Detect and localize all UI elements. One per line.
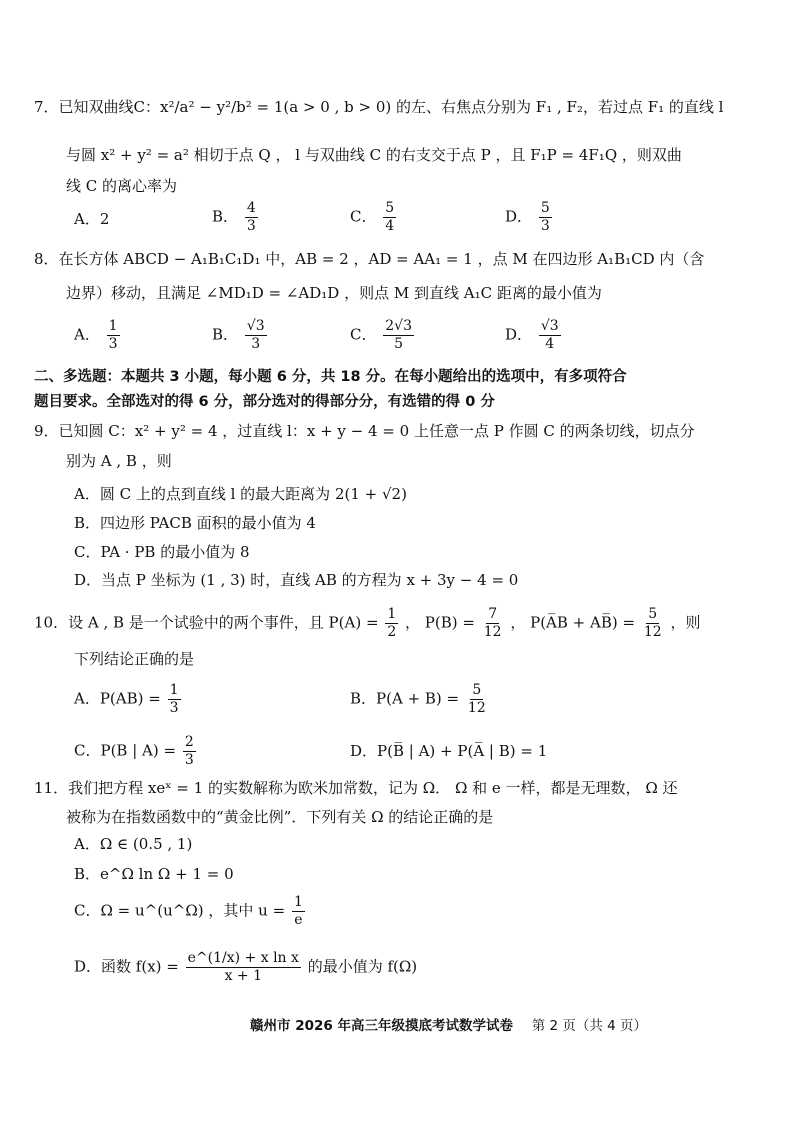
- q10-option-c-text: C．P(B | A) =: [74, 741, 177, 760]
- q10-pb-denominator: 12: [483, 624, 502, 640]
- q10-option-b-text: B．P(A + B) =: [350, 689, 460, 708]
- q10-option-b: [350, 682, 490, 717]
- footer-page-number: 第 2 页（共 4 页）: [531, 1018, 648, 1034]
- q10-stem-start: 10．设 A , B 是一个试验中的两个事件，且 P(A) =: [34, 613, 379, 632]
- q11-option-c-numerator: 1: [293, 894, 303, 910]
- q8-option-a-label: A．: [74, 325, 100, 344]
- q11-option-d-end: 的最小值为 f(Ω): [307, 957, 418, 976]
- page-footer: [250, 1014, 647, 1034]
- q11-option-a: A．Ω ∈ (0.5 , 1): [74, 835, 193, 853]
- q7-option-c-denominator: 4: [385, 218, 395, 234]
- q10-stem-mid-2: ， P(A̅B + AB̅) =: [510, 613, 636, 632]
- q8-option-c-denominator: 5: [394, 336, 404, 352]
- q8-option-d-denominator: 4: [545, 336, 555, 352]
- q7-option-c-fraction: [383, 200, 396, 235]
- q10-option-a-text: A．P(AB) =: [74, 689, 161, 708]
- section-2-heading-line-1: 二、多选题：本题共 3 小题，每小题 6 分，共 18 分。在每小题给出的选项中，有多项符合: [34, 369, 627, 385]
- q7-option-b: [212, 200, 260, 235]
- q10-option-c-fraction: [183, 734, 196, 769]
- q10-option-c-denominator: 3: [184, 752, 194, 768]
- q7-option-d-numerator: 5: [540, 200, 550, 216]
- q10-option-b-fraction: [466, 682, 488, 717]
- q7-option-d-denominator: 3: [540, 218, 550, 234]
- q9-option-c: C．PA · PB 的最小值为 8: [74, 543, 250, 561]
- q8-option-a-fraction: [107, 318, 120, 353]
- q8-line-1: 8．在长方体 ABCD − A₁B₁C₁D₁ 中，AB = 2 ，AD = AA₁ = 1 ，点 M 在四边形 A₁B₁CD 内（含: [34, 250, 705, 268]
- q8-option-b-denominator: 3: [251, 336, 261, 352]
- q7-option-b-label: B．: [212, 207, 239, 226]
- q9-line-1: 9．已知圆 C：x² + y² = 4 ，过直线 l：x + y − 4 = 0 上任意一点 P 作圆 C 的两条切线，切点分: [34, 422, 695, 440]
- q8-option-b: [212, 318, 269, 353]
- q11-line-1: 11．我们把方程 xeˣ = 1 的实数解称为欧米加常数，记为 Ω． Ω 和 e 一样，都是无理数， Ω 还: [34, 779, 678, 797]
- q10-option-a-numerator: 1: [169, 682, 179, 698]
- q7-option-d-fraction: [539, 200, 552, 235]
- q7-line-2: 与圆 x² + y² = a² 相切于点 Q ， l 与双曲线 C 的右支交于点 P ，且 F₁P = 4F₁Q ，则双曲: [66, 146, 682, 164]
- q7-option-d-label: D．: [505, 207, 533, 226]
- q8-option-d-fraction: [539, 318, 561, 353]
- q7-line-3: 线 C 的离心率为: [66, 177, 178, 195]
- q8-option-a-denominator: 3: [108, 336, 118, 352]
- q11-option-d-numerator: e^(1/x) + x ln x: [187, 950, 299, 966]
- q10-option-a-denominator: 3: [169, 700, 179, 716]
- q10-option-d: D．P(B̅ | A) + P(A̅ | B) = 1: [350, 742, 548, 760]
- q11-option-c: [74, 894, 307, 929]
- q9-option-b: B．四边形 PACB 面积的最小值为 4: [74, 514, 316, 532]
- q10-pc-denominator: 12: [643, 624, 662, 640]
- q7-option-c: [350, 200, 398, 235]
- q7-option-c-numerator: 5: [385, 200, 395, 216]
- q8-option-a-numerator: 1: [108, 318, 118, 334]
- q11-line-2: 被称为在指数函数中的“黄金比例”．下列有关 Ω 的结论正确的是: [66, 808, 494, 826]
- q9-option-a: A．圆 C 上的点到直线 l 的最大距离为 2(1 + √2): [74, 485, 407, 503]
- q10-option-a-fraction: [168, 682, 181, 717]
- q10-pc-fraction: [642, 606, 664, 641]
- q8-option-c-label: C．: [350, 325, 377, 344]
- q8-option-d-label: D．: [505, 325, 533, 344]
- q10-option-a: [74, 682, 183, 717]
- q7-option-b-denominator: 3: [246, 218, 256, 234]
- q10-option-c: [74, 734, 198, 769]
- q10-option-b-numerator: 5: [472, 682, 482, 698]
- q10-pc-numerator: 5: [648, 606, 658, 622]
- q10-pa-denominator: 2: [387, 624, 397, 640]
- q9-line-2: 别为 A , B ，则: [66, 452, 172, 470]
- q7-option-c-label: C．: [350, 207, 377, 226]
- q9-option-d: D．当点 P 坐标为 (1 , 3) 时，直线 AB 的方程为 x + 3y − 4 = 0: [74, 571, 519, 589]
- q10-pa-numerator: 1: [387, 606, 397, 622]
- q10-stem-mid-1: ， P(B) =: [405, 613, 475, 632]
- q8-option-c: [350, 318, 416, 353]
- q7-line-1: 7．已知双曲线C：x²/a² − y²/b² = 1(a > 0 , b > 0) 的左、右焦点分别为 F₁ , F₂，若过点 F₁ 的直线 l: [34, 98, 724, 116]
- q8-line-2: 边界）移动，且满足 ∠MD₁D = ∠AD₁D ，则点 M 到直线 A₁C 距离的最小值为: [66, 284, 602, 302]
- q11-option-d-fraction: [186, 950, 301, 985]
- q8-option-d: [505, 318, 563, 353]
- q11-option-c-text: C．Ω = u^(u^Ω) ，其中 u =: [74, 901, 286, 920]
- q10-stem-end: ，则: [670, 613, 701, 632]
- q8-option-b-numerator: √3: [246, 318, 265, 334]
- q7-option-b-fraction: [245, 200, 258, 235]
- q7-option-a: [74, 208, 109, 230]
- q11-option-c-denominator: e: [294, 912, 303, 928]
- section-2-heading-line-2: 题目要求。全部选对的得 6 分，部分选对的得部分分，有选错的得 0 分: [34, 394, 495, 410]
- q8-option-b-fraction: [245, 318, 267, 353]
- q10-pb-fraction: [482, 606, 504, 641]
- q11-option-c-fraction: [292, 894, 305, 929]
- q11-option-d-denominator: x + 1: [224, 968, 262, 984]
- q10-line-1: [34, 606, 700, 641]
- q8-option-d-numerator: √3: [540, 318, 559, 334]
- q11-option-d: [74, 950, 417, 985]
- q10-option-b-denominator: 12: [467, 700, 486, 716]
- q7-option-b-numerator: 4: [246, 200, 256, 216]
- q7-option-d: [505, 200, 554, 235]
- q7-option-a-label: A．2: [74, 210, 110, 228]
- q11-option-b: B．e^Ω ln Ω + 1 = 0: [74, 865, 234, 883]
- q8-option-b-label: B．: [212, 325, 239, 344]
- q10-pa-fraction: [385, 606, 398, 641]
- q8-option-c-fraction: [383, 318, 414, 353]
- q10-pb-numerator: 7: [488, 606, 498, 622]
- q8-option-a: [74, 318, 122, 353]
- q8-option-c-numerator: 2√3: [385, 318, 413, 334]
- q10-option-c-numerator: 2: [184, 734, 194, 750]
- footer-exam-title: 赣州市 2026 年高三年级摸底考试数学试卷: [250, 1018, 513, 1034]
- q10-line-2: 下列结论正确的是: [74, 650, 195, 668]
- q11-option-d-text: D．函数 f(x) =: [74, 957, 179, 976]
